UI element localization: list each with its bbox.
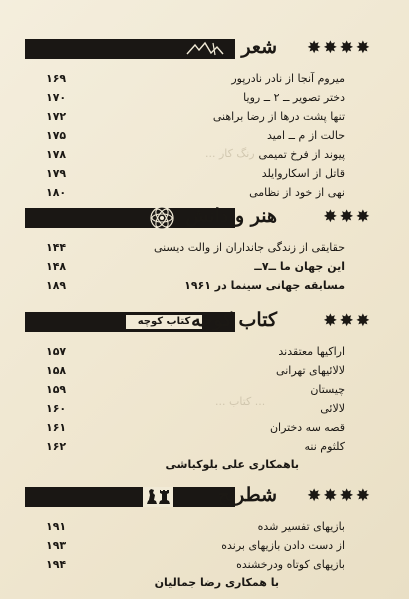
- list-item: [0, 109, 409, 128]
- entry-list: [0, 240, 409, 297]
- entry-text: کلثوم ننه: [304, 440, 345, 453]
- section-title: هنر و دانش: [185, 205, 277, 227]
- entry-text: حقایقی از زندگی جانداران از والت دیسنی: [153, 241, 345, 254]
- section-header: [0, 204, 409, 232]
- entry-text: دختر تصویر ــ ۲ ــ رویا: [243, 91, 345, 104]
- section-title: شعر: [241, 36, 277, 58]
- list-item: [0, 278, 409, 297]
- page-number: ۱۶۱: [46, 421, 67, 434]
- page-number: ۱۸۹: [46, 279, 67, 292]
- entry-text: چیستان: [310, 383, 345, 396]
- entry-list: [0, 519, 409, 576]
- page-number: ۱۶۰: [46, 402, 67, 415]
- entry-text: لالائی: [320, 402, 345, 415]
- page-number: ۱۶۹: [46, 72, 67, 85]
- bleed-through-text: ... کتاب ...: [215, 395, 266, 408]
- collaboration-credit: [0, 458, 409, 476]
- section-street-book: [0, 308, 409, 476]
- entry-text: بازیهای تفسیر شده: [257, 520, 345, 533]
- page-number: ۱۷۰: [46, 91, 67, 104]
- list-item: [0, 344, 409, 363]
- pen-drawing-icon: [185, 41, 225, 57]
- star-ornament-icon: ✸✸✸✸: [307, 38, 372, 58]
- page-number: ۱۷۵: [46, 129, 67, 142]
- section-header: [0, 35, 409, 63]
- page-number: ۱۴۴: [46, 241, 67, 254]
- page-number: ۱۹۳: [46, 539, 67, 552]
- page-number: ۱۶۲: [46, 440, 67, 453]
- list-item: [0, 90, 409, 109]
- entry-list: [0, 344, 409, 458]
- entry-text: از دست دادن بازیهای برنده: [221, 539, 345, 552]
- entry-text: اراکیها معتقدند: [278, 345, 345, 358]
- bleed-through-text: ... رنگ کار ...: [205, 147, 269, 160]
- star-ornament-icon: ✸✸✸: [323, 311, 372, 331]
- section-title: کتاب کوچه: [191, 309, 277, 331]
- collaboration-credit: [0, 576, 409, 594]
- list-item: [0, 128, 409, 147]
- page-number: ۱۷۸: [46, 148, 67, 161]
- section-poetry: [0, 35, 409, 204]
- entry-text: قاتل از اسکاروایلد: [261, 167, 345, 180]
- section-art-science: [0, 204, 409, 297]
- list-item: [0, 519, 409, 538]
- list-item: [0, 538, 409, 557]
- list-item: [0, 363, 409, 382]
- page-number: ۱۷۲: [46, 110, 67, 123]
- header-bar: [25, 487, 235, 507]
- entry-text: حالت از م ــ امید: [267, 129, 345, 142]
- list-item: [0, 401, 409, 420]
- entry-text: پیوند از فرخ تمیمی: [258, 148, 345, 161]
- list-item: [0, 166, 409, 185]
- credit-text: با همکاری رضا جمالیان: [154, 576, 279, 589]
- entry-text: میروم آنجا از نادر نادرپور: [231, 72, 345, 85]
- entry-text: لالائیهای تهرانی: [276, 364, 345, 377]
- page-number: ۱۷۹: [46, 167, 67, 180]
- atom-icon: [149, 205, 175, 231]
- list-item: [0, 420, 409, 439]
- list-item: [0, 557, 409, 576]
- page-number: ۱۹۱: [46, 520, 67, 533]
- entry-text: این جهان ما ــ۷ــ: [254, 260, 345, 273]
- street-book-emblem: کتاب کوچه: [125, 314, 203, 330]
- star-ornament-icon: ✸✸✸: [323, 207, 372, 227]
- page-number: ۱۵۹: [46, 383, 67, 396]
- entry-text: مسابقه جهانی سینما در ۱۹۶۱: [184, 279, 345, 292]
- list-item: [0, 185, 409, 204]
- entry-list: [0, 71, 409, 204]
- entry-text: تنها پشت درها از رضا براهنی: [212, 110, 345, 123]
- chess-pieces-icon: [143, 487, 173, 507]
- list-item: [0, 240, 409, 259]
- page-number: ۱۹۴: [46, 558, 67, 571]
- page-number: ۱۴۸: [46, 260, 67, 273]
- entry-text: نهی از خود از نظامی: [249, 186, 345, 199]
- credit-text: باهمکاری علی بلوکباشی: [165, 458, 299, 471]
- section-header: [0, 483, 409, 511]
- section-title: شطرنج: [217, 484, 277, 506]
- section-header: [0, 308, 409, 336]
- page-number: ۱۵۸: [46, 364, 67, 377]
- list-item: [0, 382, 409, 401]
- entry-text: قصه سه دختران: [269, 421, 345, 434]
- list-item: [0, 259, 409, 278]
- page-number: ۱۵۷: [46, 345, 67, 358]
- list-item: [0, 147, 409, 166]
- list-item: [0, 71, 409, 90]
- section-chess: [0, 483, 409, 594]
- header-bar: [25, 39, 235, 59]
- page-number: ۱۸۰: [46, 186, 67, 199]
- star-ornament-icon: ✸✸✸✸: [307, 486, 372, 506]
- entry-text: بازیهای کوتاه ودرخشنده: [236, 558, 345, 571]
- list-item: [0, 439, 409, 458]
